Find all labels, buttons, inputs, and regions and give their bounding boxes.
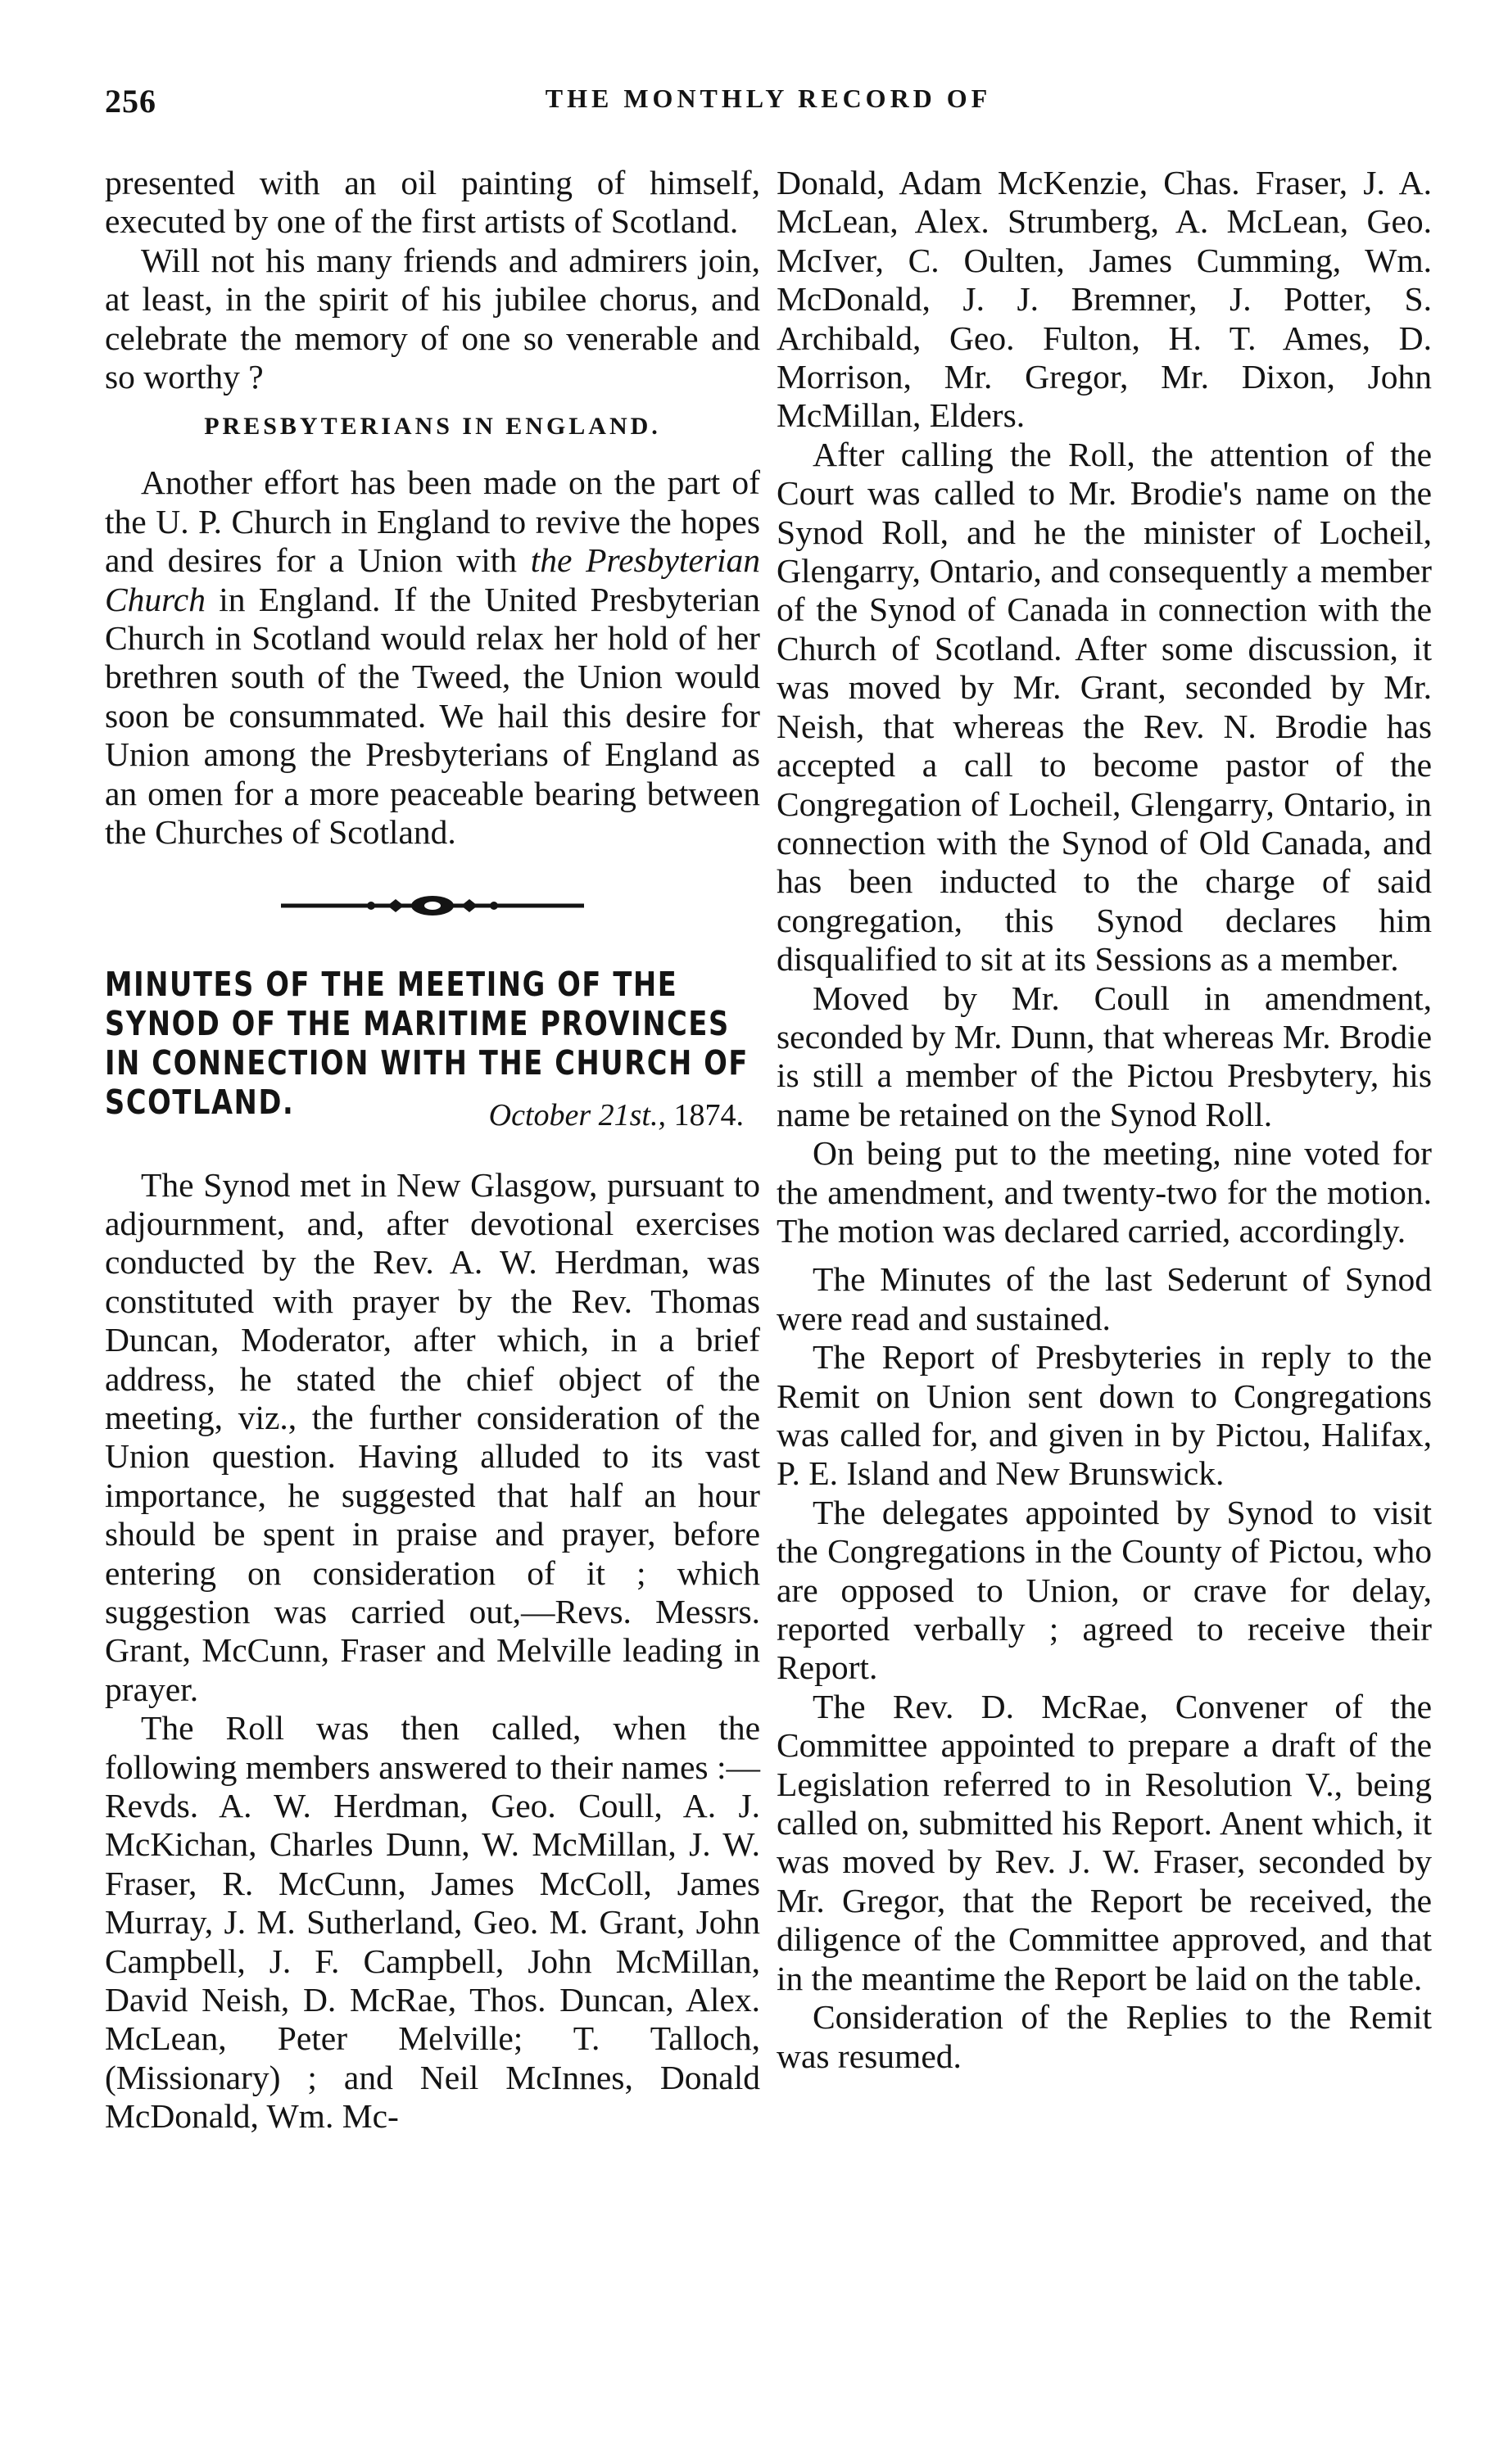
delegates-paragraph: The delegates appointed by Synod to visit the Congregations in the County of Pictou, who are opposed to Union, or crave for delay, reported verbally ; agreed to receive their Report. [777,1493,1432,1687]
brodie-paragraph: After calling the Roll, the attention of the Court was called to Mr. Brodie's name on the Synod Roll, and he the minister of Locheil, Glengarry, Ontario, and consequently a member of the Synod of Canada in connection with the Church of Scotland. After some discussion, it was moved by Mr. Grant, seconded by Mr. Neish, that whereas the Rev. N. Brodie has accepted a call to become pastor of the Congregation of Locheil, Glengarry, Ontario, in connection with the Synod of Old Canada, and has been inducted to the charge of said congregation, this Synod declares him disqualified to sit at its Sessions as a member. [777,435,1432,979]
section-heading: PRESBYTERIANS IN ENGLAND. [204,413,661,441]
ornament-rule [105,892,760,924]
date-year: 1874. [666,1097,744,1133]
left-column [105,164,760,2136]
intro-paragraph-2: Will not his many friends and admirers join, at least, in the spirit of his jubilee chorus, and celebrate the memory of one so venerable and so worthy ? [105,241,760,396]
ornament-rule-icon [281,892,584,920]
england-text-italic: the Presbyterian Church [105,541,761,618]
page-number: 256 [105,83,156,120]
minutes-paragraph: The Minutes of the last Sederunt of Synod were read and sustained. [777,1260,1432,1337]
page-header [105,82,1432,131]
england-paragraph [105,463,760,852]
synod-paragraph: The Synod met in New Glasgow, pursuant to adjournment, and, after devotional exercises conducted by the Rev. A. W. Herdman, was constituted with prayer by the Rev. Thomas Duncan, Moderator, after which, in a brief address, he stated the chief object of the meeting, viz., the further consideration of the Union question. Having alluded to its vast importance, he suggested that half an hour should be spent in praise and prayer, before entering on consideration of it ; which suggestion was carried out,—Revs. Messrs. Grant, McCunn, Fraser and Melville leading in prayer. [105,1165,760,1708]
england-text-2: in England. If the United Presbyterian Church in Scotland would relax her hold of her brethren south of the Tweed, the Union would soon be consummated. We hail this desire for Union among the Presbyterians of England as an omen for a more peaceable bearing between the Churches of Scotland. [105,580,760,852]
running-title: THE MONTHLY RECORD OF [545,84,992,113]
intro-paragraph-1: presented with an oil painting of himself, executed by one of the first artists of Scotland. [105,164,760,241]
roll-continued-paragraph: Donald, Adam McKenzie, Chas. Fraser, J. A. McLean, Alex. Strumberg, A. McLean, Geo. McIver, C. Oulten, James Cumming, Wm. McDonald, J. J. Bremner, J. Potter, S. Archibald, Geo. Fulton, H. T. Ames, D. Morrison, Mr. Gregor, Mr. Dixon, John McMillan, Elders. [777,164,1432,435]
vote-paragraph: On being put to the meeting, nine voted for the amendment, and twenty-two for the motion. The motion was declared carried, accordingly. [777,1134,1432,1250]
mcrae-paragraph: The Rev. D. McRae, Convener of the Committee appointed to prepare a draft of the Legislation referred to in Resolution V., being called on, submitted his Report. Anent which, it was moved by Rev. J. W. Fraser, seconded by Mr. Gregor, that the Report be received, the diligence of the Committee approved, and that in the meantime the Report be laid on the table. [777,1687,1432,1997]
replies-paragraph: Consideration of the Replies to the Remit was resumed. [777,1998,1432,2075]
coull-paragraph: Moved by Mr. Coull in amendment, seconded by Mr. Dunn, that whereas Mr. Brodie is still a member of the Pictou Presbytery, his name be retained on the Synod Roll. [777,979,1432,1133]
date-italic: October 21st., [488,1097,666,1133]
england-text-1: Another effort has been made on the part of the U. P. Church in England to revive the hopes and desires for a Union with [105,463,760,580]
roll-paragraph: The Roll was then called, when the following members answered to their names :—Revds. A. W. Herdman, Geo. Coull, A. J. McKichan, Charles Dunn, W. McMillan, J. W. Fraser, R. McCunn, James McColl, James Murray, J. M. Sutherland, Geo. M. Grant, John Campbell, J. F. Campbell, John McMillan, David Neish, D. McRae, Thos. Duncan, Alex. McLean, Peter Melville; T. Talloch, (Missionary) ; and Neil McInnes, Donald McDonald, Wm. Mc- [105,1709,760,2136]
minutes-title: MINUTES OF THE MEETING OF THE SYNOD OF THE MARITIME PROVINCES IN CONNECTION WITH THE CHURCH OF SCOTLAND. [105,964,750,1122]
right-column [777,164,1432,2076]
report-paragraph: The Report of Presbyteries in reply to the Remit on Union sent down to Congregations was called for, and given in by Pictou, Halifax, P. E. Island and New Brunswick. [777,1338,1432,1493]
